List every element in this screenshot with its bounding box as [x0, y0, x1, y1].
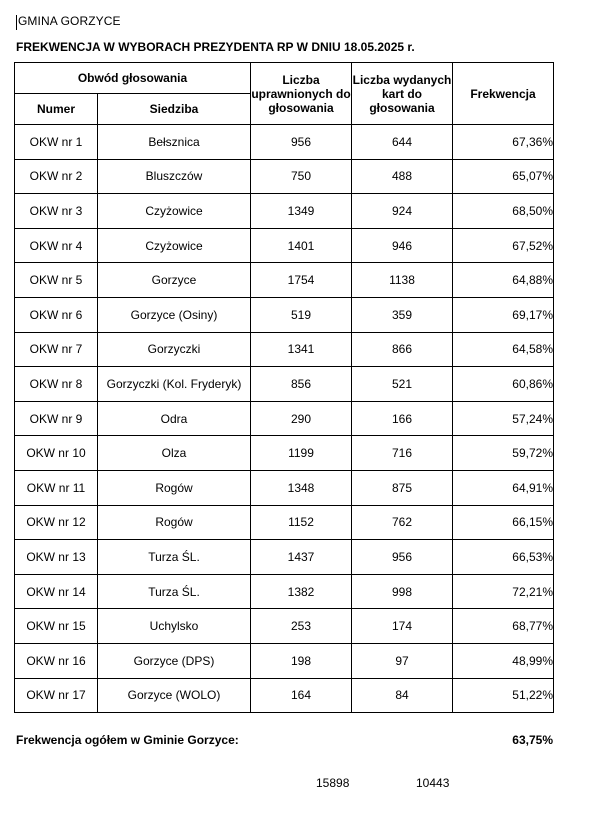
cell-seat: Uchylsko [98, 609, 251, 644]
cell-turnout: 69,17% [453, 297, 554, 332]
municipality-name: GMINA GORZYCE [18, 14, 121, 28]
cell-seat: Gorzyce (Osiny) [98, 297, 251, 332]
cell-turnout: 59,72% [453, 436, 554, 471]
cell-turnout: 66,15% [453, 505, 554, 540]
cell-turnout: 72,21% [453, 574, 554, 609]
cell-number: OKW nr 14 [15, 574, 98, 609]
cell-issued: 716 [352, 436, 453, 471]
total-eligible: 15898 [316, 776, 350, 790]
cell-issued: 359 [352, 297, 453, 332]
cell-eligible: 1341 [251, 332, 352, 367]
cell-eligible: 198 [251, 643, 352, 678]
table-row [15, 159, 554, 194]
header-seat: Siedziba [98, 94, 251, 125]
header-number: Numer [15, 94, 98, 125]
cell-number: OKW nr 4 [15, 228, 98, 263]
table-row [15, 436, 554, 471]
cell-eligible: 1382 [251, 574, 352, 609]
header-district-group: Obwód głosowania [15, 63, 251, 94]
cell-eligible: 750 [251, 159, 352, 194]
cell-seat: Czyżowice [98, 228, 251, 263]
cell-eligible: 1349 [251, 194, 352, 229]
header-issued: Liczba wydanych kart do głosowania [352, 63, 453, 125]
cell-number: OKW nr 5 [15, 263, 98, 298]
table-body [15, 125, 554, 713]
cell-issued: 875 [352, 470, 453, 505]
cell-seat: Gorzyczki (Kol. Fryderyk) [98, 367, 251, 402]
cell-eligible: 519 [251, 297, 352, 332]
overall-turnout-label: Frekwencja ogółem w Gminie Gorzyce: [16, 733, 239, 747]
table-row [15, 609, 554, 644]
cell-issued: 866 [352, 332, 453, 367]
cell-issued: 488 [352, 159, 453, 194]
cell-seat: Gorzyce [98, 263, 251, 298]
table-row [15, 332, 554, 367]
cell-number: OKW nr 2 [15, 159, 98, 194]
cell-issued: 521 [352, 367, 453, 402]
cell-number: OKW nr 8 [15, 367, 98, 402]
cell-turnout: 64,91% [453, 470, 554, 505]
total-issued: 10443 [416, 776, 450, 790]
cell-turnout: 60,86% [453, 367, 554, 402]
table-row [15, 263, 554, 298]
cell-turnout: 68,50% [453, 194, 554, 229]
cell-seat: Gorzyczki [98, 332, 251, 367]
cell-issued: 956 [352, 540, 453, 575]
cell-turnout: 48,99% [453, 643, 554, 678]
text-cursor [16, 15, 17, 30]
header-turnout: Frekwencja [453, 63, 554, 125]
cell-number: OKW nr 11 [15, 470, 98, 505]
table-row [15, 125, 554, 160]
document-title: FREKWENCJA W WYBORACH PREZYDENTA RP W DNIU 18.05.2025 r. [16, 40, 415, 54]
cell-eligible: 164 [251, 678, 352, 713]
table-row [15, 470, 554, 505]
cell-issued: 84 [352, 678, 453, 713]
cell-number: OKW nr 13 [15, 540, 98, 575]
cell-issued: 644 [352, 125, 453, 160]
table-row [15, 678, 554, 713]
cell-issued: 174 [352, 609, 453, 644]
cell-number: OKW nr 17 [15, 678, 98, 713]
cell-seat: Bluszczów [98, 159, 251, 194]
cell-number: OKW nr 7 [15, 332, 98, 367]
cell-number: OKW nr 10 [15, 436, 98, 471]
table-row [15, 574, 554, 609]
cell-turnout: 64,88% [453, 263, 554, 298]
cell-seat: Turza ŚL. [98, 540, 251, 575]
cell-seat: Gorzyce (DPS) [98, 643, 251, 678]
cell-seat: Odra [98, 401, 251, 436]
cell-issued: 166 [352, 401, 453, 436]
table-row [15, 194, 554, 229]
cell-eligible: 1401 [251, 228, 352, 263]
cell-eligible: 1348 [251, 470, 352, 505]
table-row [15, 505, 554, 540]
overall-turnout-value: 63,75% [512, 733, 553, 747]
table-row [15, 297, 554, 332]
cell-eligible: 1199 [251, 436, 352, 471]
cell-turnout: 67,52% [453, 228, 554, 263]
cell-eligible: 956 [251, 125, 352, 160]
cell-turnout: 64,58% [453, 332, 554, 367]
cell-number: OKW nr 1 [15, 125, 98, 160]
cell-seat: Olza [98, 436, 251, 471]
cell-turnout: 51,22% [453, 678, 554, 713]
cell-turnout: 65,07% [453, 159, 554, 194]
cell-eligible: 1152 [251, 505, 352, 540]
cell-seat: Rogów [98, 470, 251, 505]
cell-eligible: 253 [251, 609, 352, 644]
table-row [15, 540, 554, 575]
cell-eligible: 856 [251, 367, 352, 402]
turnout-table [14, 62, 554, 713]
cell-seat: Rogów [98, 505, 251, 540]
header-eligible: Liczba uprawnionych do głosowania [251, 63, 352, 125]
cell-number: OKW nr 15 [15, 609, 98, 644]
table-row [15, 367, 554, 402]
cell-eligible: 1754 [251, 263, 352, 298]
cell-seat: Bełsznica [98, 125, 251, 160]
cell-issued: 97 [352, 643, 453, 678]
cell-seat: Czyżowice [98, 194, 251, 229]
cell-issued: 762 [352, 505, 453, 540]
cell-turnout: 66,53% [453, 540, 554, 575]
cell-number: OKW nr 9 [15, 401, 98, 436]
cell-eligible: 1437 [251, 540, 352, 575]
cell-number: OKW nr 3 [15, 194, 98, 229]
cell-issued: 998 [352, 574, 453, 609]
cell-eligible: 290 [251, 401, 352, 436]
cell-seat: Gorzyce (WOLO) [98, 678, 251, 713]
cell-number: OKW nr 12 [15, 505, 98, 540]
cell-turnout: 68,77% [453, 609, 554, 644]
cell-issued: 924 [352, 194, 453, 229]
cell-seat: Turza ŚL. [98, 574, 251, 609]
cell-number: OKW nr 6 [15, 297, 98, 332]
table-row [15, 643, 554, 678]
cell-turnout: 67,36% [453, 125, 554, 160]
table-row [15, 228, 554, 263]
cell-number: OKW nr 16 [15, 643, 98, 678]
cell-issued: 1138 [352, 263, 453, 298]
cell-issued: 946 [352, 228, 453, 263]
cell-turnout: 57,24% [453, 401, 554, 436]
table-row [15, 401, 554, 436]
